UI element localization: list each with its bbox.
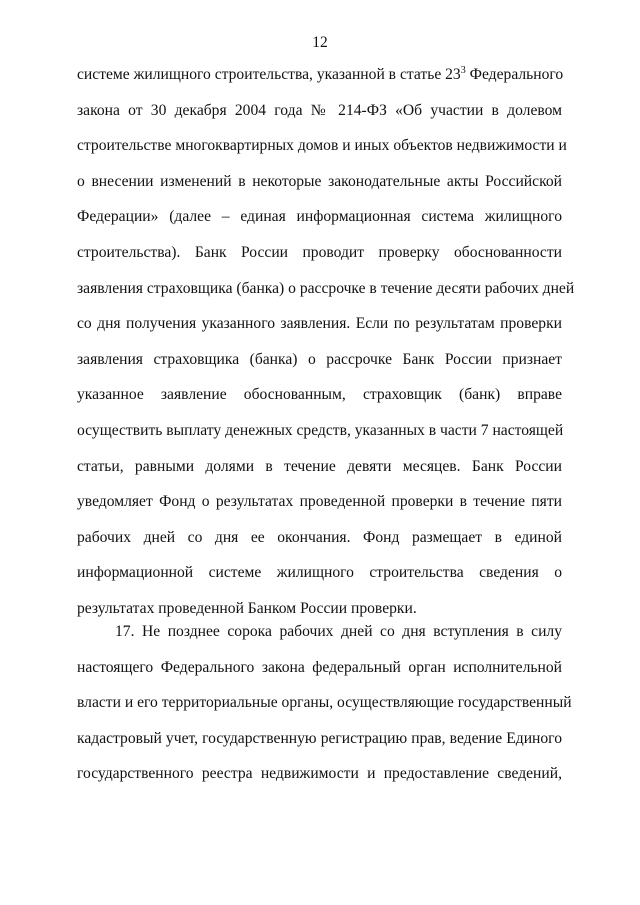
paragraph-2	[77, 614, 572, 792]
paragraph-line: о внесении изменений в некоторые законодательные акты Российской	[77, 172, 562, 190]
paragraph-line: осуществить выплату денежных средств, указанных в части 7 настоящей	[77, 421, 564, 439]
paragraph-line: уведомляет Фонд о результатах проведенной проверки в течение пяти	[77, 493, 562, 511]
paragraph-line: заявления страховщика (банка) о рассрочке в течение десяти рабочих дней	[77, 279, 575, 297]
paragraph-line: рабочих дней со дня ее окончания. Фонд размещает в единой	[77, 528, 562, 546]
paragraph-line: кадастровый учет, государственную регистрацию прав, ведение Единого	[77, 729, 562, 747]
paragraph-line: указанное заявление обоснованным, страховщик (банк) вправе	[77, 386, 562, 404]
text-fragment: системе жилищного строительства, указанной в статье 23	[77, 66, 461, 83]
paragraph-line: 17. Не позднее сорока рабочих дней со дня вступления в силу	[115, 623, 562, 640]
paragraph-line: строительстве многоквартирных домов и иных объектов недвижимости и	[77, 137, 567, 155]
paragraph-line: результатах проведенной Банком России проверки.	[77, 599, 417, 617]
paragraph-line: настоящего Федерального закона федеральный орган исполнительной	[77, 658, 562, 676]
paragraph-line: информационной системе жилищного строительства сведения о	[77, 564, 562, 582]
superscript: 3	[460, 65, 466, 76]
paragraph-line: Федерации» (далее – единая информационная система жилищного	[77, 208, 562, 226]
paragraph-line: заявления страховщика (банка) о рассрочке Банк России признает	[77, 350, 562, 368]
paragraph-1	[77, 57, 575, 627]
page-number: 12	[312, 34, 328, 51]
text-fragment: Федерального	[465, 66, 564, 83]
paragraph-line: власти и его территориальные органы, осуществляющие государственный	[77, 694, 572, 712]
paragraph-line: строительства). Банк России проводит проверку обоснованности	[77, 243, 562, 261]
paragraph-line: закона от 30 декабря 2004 года № 214-ФЗ «Об участии в долевом	[77, 101, 562, 119]
paragraph-line: со дня получения указанного заявления. Если по результатам проверки	[77, 315, 562, 333]
paragraph-line: государственного реестра недвижимости и предоставление сведений,	[77, 765, 562, 783]
paragraph-line: статьи, равными долями в течение девяти месяцев. Банк России	[77, 457, 562, 475]
paragraph-line	[77, 57, 562, 93]
